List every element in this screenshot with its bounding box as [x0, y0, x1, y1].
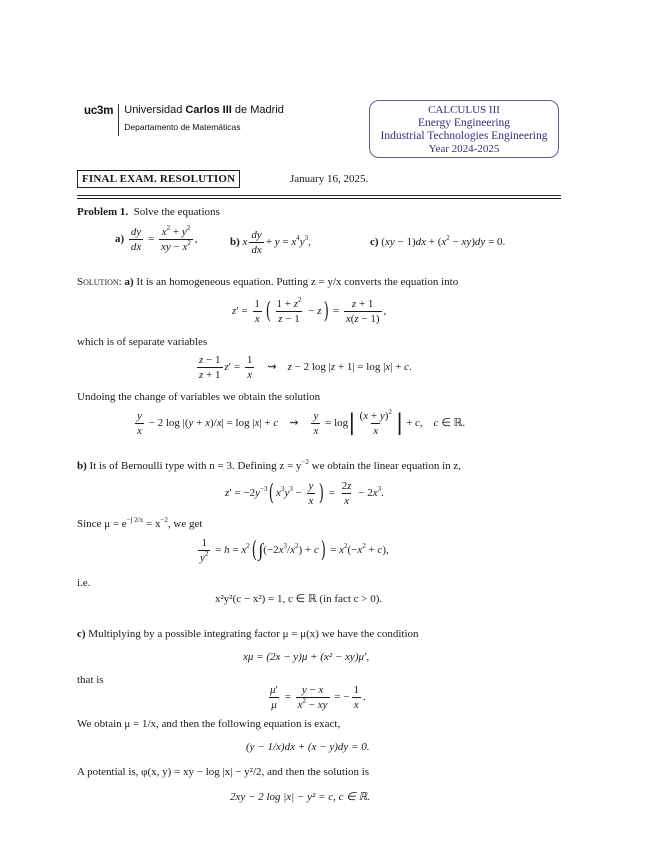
- solution-a-intro: Solution: a) It is an homogeneous equation. Putting z = y/x converts the equation into: [77, 276, 459, 288]
- university-bold: Carlos III: [185, 104, 232, 116]
- solution-b-since-text: Since μ = e: [77, 518, 127, 530]
- equation-c-ratio: $\frac{\mu'}{\mu}$ = $\frac{y - x}{x^2 - xy}$ = − $\frac{1}{x}$ .: [270, 684, 366, 711]
- exam-title: FINAL EXAM. RESOLUTION: [77, 170, 240, 188]
- university-name: [124, 104, 284, 117]
- solution-c-obtain: We obtain μ = 1/x, and then the following equation is exact,: [77, 718, 341, 730]
- problem-statement: [77, 205, 220, 219]
- equation-c-exact: (y − 1/x)dx + (x − y)dy = 0.: [246, 741, 370, 753]
- university-logo: [84, 104, 284, 138]
- equation-c: c) $(xy - 1)dx + (x^2 - xy)dy = 0$.: [370, 234, 506, 248]
- solution-a-separate: which is of separate variables: [77, 336, 208, 348]
- solution-c-intro: c) Multiplying by a possible integrating factor μ = μ(x) we have the condition: [77, 628, 419, 640]
- academic-year: Year 2024-2025: [428, 143, 500, 155]
- solution-b-text: It is of Bernoulli type with n = 3. Defining z = y: [89, 460, 302, 472]
- course-title: CALCULUS III: [428, 104, 500, 116]
- solution-label: Solution:: [77, 276, 122, 288]
- equation-a-solution: $\frac{y}{x}$ − 2 log |(y + x)/x| = log |x| + c ⇝ $\frac{y}{x}$ = log| $\frac{(x + y)^2}{x}$ | + c, c ∈ ℝ.: [137, 408, 466, 437]
- problem-text: Solve the equations: [133, 206, 220, 218]
- degree-industrial: Industrial Technologies Engineering: [380, 130, 548, 142]
- equation-b: b) x $\frac{dy}{dx}$ + $y = x^4y^3$,: [230, 229, 311, 256]
- equation-c-solution: 2xy − 2 log |x| − y² = c, c ∈ ℝ.: [230, 791, 371, 803]
- equation-b-linear: $z' = -2y^{-3}$( $x^3y^3$ − $\frac{y}{x}$ ) = $\frac{2z}{x}$ − $2x^3$.: [225, 480, 384, 507]
- equation-a: a) $\frac{dy}{dx}$ = $\frac{x^2 + y^2}{xy - x^2}$ ,: [115, 224, 198, 253]
- degree-energy: Energy Engineering: [417, 117, 511, 129]
- logo-mark: uc3m: [84, 105, 114, 117]
- university-prefix: Universidad: [124, 104, 186, 116]
- course-box: [369, 100, 559, 158]
- equation-b-final: x²y²(c − x²) = 1, c ∈ ℝ (in fact c > 0).: [215, 593, 383, 605]
- header-rule-bottom: [77, 198, 561, 199]
- equation-separated: $\frac{z - 1}{z + 1}$ z′ = $\frac{1}{x}$ ⇝ z − 2 log |z + 1| = log |x| + c.: [199, 354, 412, 381]
- department-name: Departamento de Matemáticas: [124, 122, 241, 132]
- equation-z-prime: z′ = $\frac{1}{x}$ ( $\frac{1 + z^2}{z - 1}$ − z) = $\frac{z + 1}{x(z - 1)}$ ,: [232, 296, 387, 325]
- logo-divider: [118, 104, 119, 136]
- equation-c-condition: xμ = (2x − y)μ + (x² − xy)μ′,: [243, 651, 370, 663]
- equation-b-integral: $\frac{1}{y^2}$ = $h = x^2(\int(-2x^3/x^2) + c) = x^2(-x^2 + c)$,: [200, 537, 389, 564]
- solution-c-thatis: that is: [77, 674, 104, 686]
- solution-b-ie: i.e.: [77, 577, 91, 589]
- solution-a-text: It is an homogeneous equation. Putting z = y/x converts the equation into: [136, 276, 459, 288]
- solution-b-weget: , we get: [167, 518, 203, 530]
- problem-label: Problem 1.: [77, 206, 129, 218]
- solution-c-potential: A potential is, φ(x, y) = xy − log |x| − y²/2, and then the solution is: [77, 766, 370, 778]
- solution-b-since: Since $\mu = e^{-\int 2/x} = x^{-2}$, we get: [77, 516, 203, 530]
- solution-b-intro: b) It is of Bernoulli type with n = 3. Defining $z = y^{-2}$ we obtain the linear equation in z,: [77, 458, 462, 472]
- exam-date: January 16, 2025.: [290, 173, 369, 185]
- solution-a-undo: Undoing the change of variables we obtain the solution: [77, 391, 321, 403]
- solution-b-text-end: we obtain the linear equation in z,: [308, 460, 462, 472]
- university-suffix: de Madrid: [231, 104, 284, 116]
- solution-c-text: Multiplying by a possible integrating factor μ = μ(x) we have the condition: [88, 628, 419, 640]
- solution-b-since-end: = x: [143, 518, 161, 530]
- header-rule-top: [77, 195, 561, 196]
